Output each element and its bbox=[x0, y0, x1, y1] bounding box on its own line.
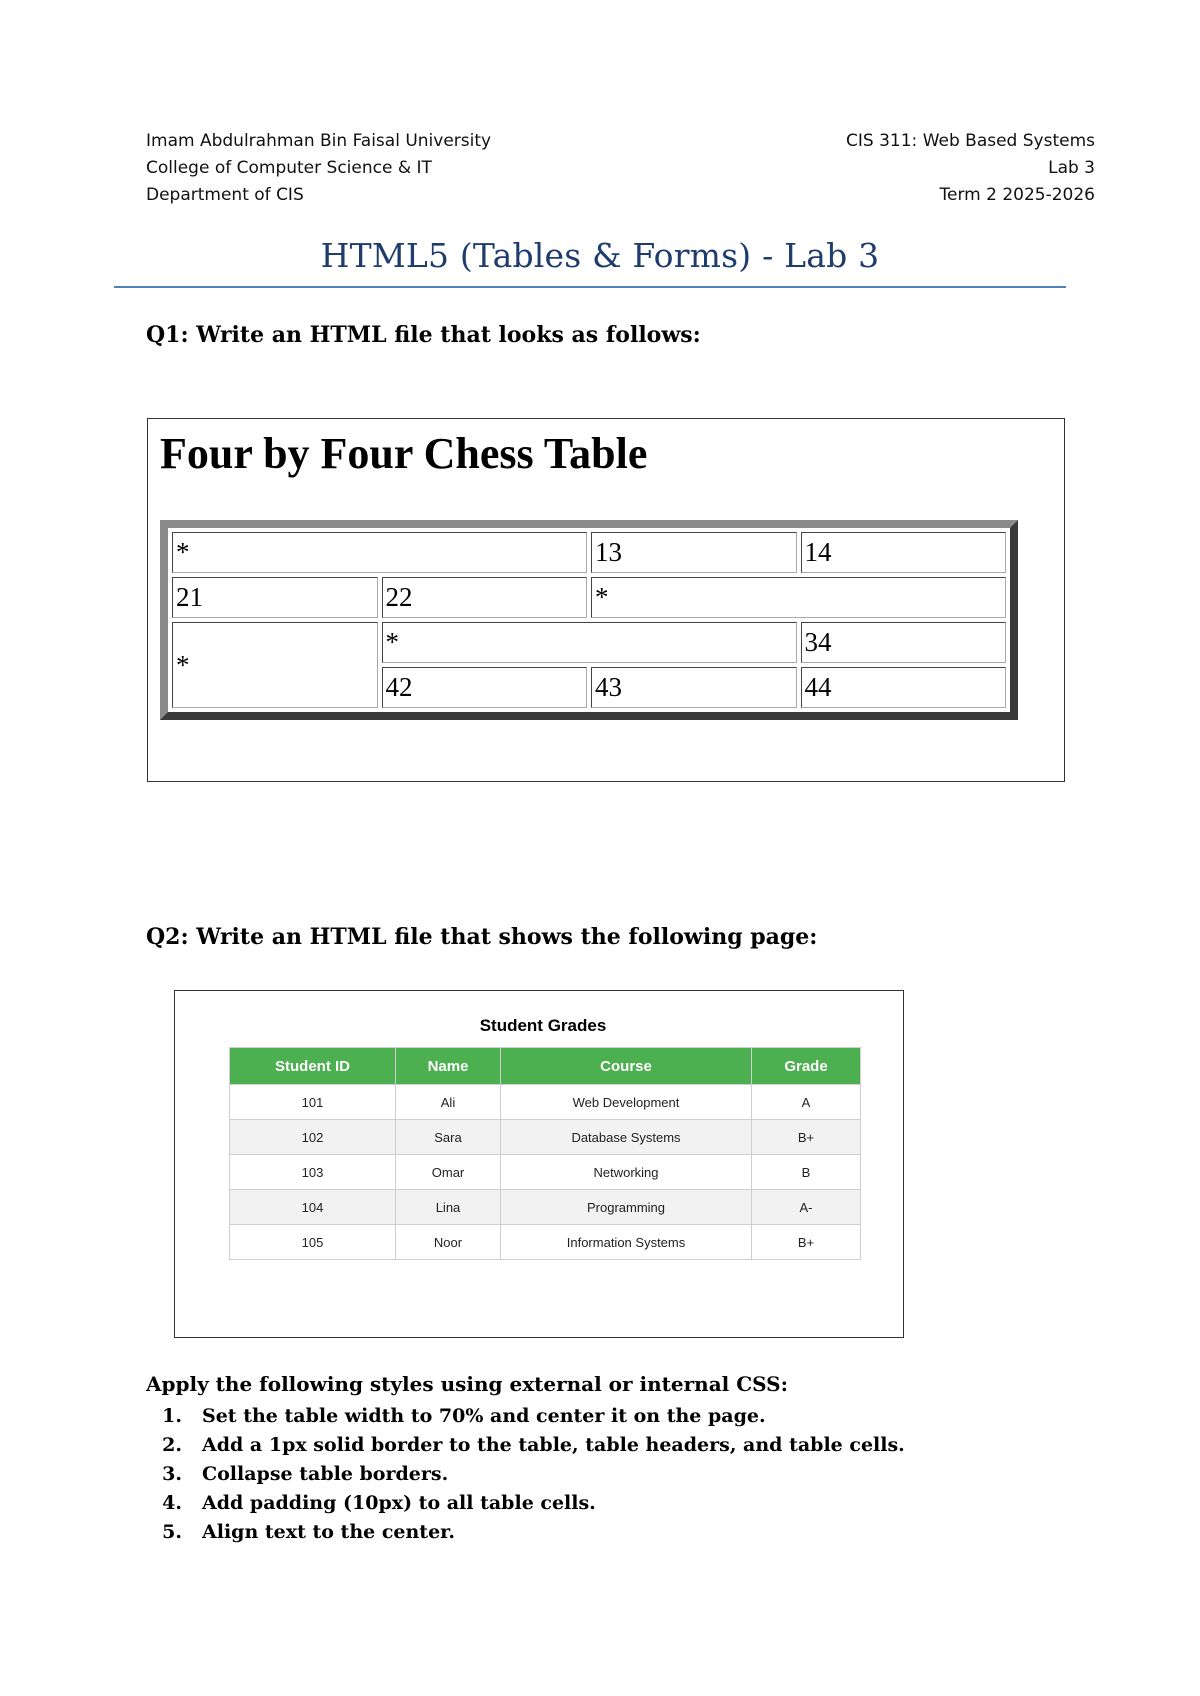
question-1: Q1: Write an HTML file that looks as follows: bbox=[146, 322, 701, 348]
list-item-text: Align text to the center. bbox=[202, 1521, 456, 1543]
cell-name: Ali bbox=[396, 1085, 501, 1120]
college-name: College of Computer Science & IT bbox=[146, 158, 432, 178]
list-item-number: 2. bbox=[162, 1434, 182, 1456]
cell-student-id: 104 bbox=[230, 1190, 396, 1225]
grades-header-row bbox=[230, 1048, 861, 1085]
cell-student-id: 105 bbox=[230, 1225, 396, 1260]
cell-grade: B bbox=[752, 1155, 861, 1190]
chess-cell: * bbox=[172, 622, 378, 708]
column-header-name: Name bbox=[396, 1048, 501, 1085]
chess-cell: 34 bbox=[801, 622, 1007, 663]
header-right bbox=[846, 128, 1095, 209]
university-name: Imam Abdulrahman Bin Faisal University bbox=[146, 131, 492, 151]
cell-student-id: 103 bbox=[230, 1155, 396, 1190]
term: Term 2 2025-2026 bbox=[939, 185, 1095, 205]
cell-grade: A bbox=[752, 1085, 861, 1120]
instructions-list bbox=[146, 1402, 905, 1547]
chess-cell: 13 bbox=[591, 532, 797, 573]
list-item-text: Set the table width to 70% and center it on the page. bbox=[202, 1405, 766, 1427]
cell-course: Programming bbox=[501, 1190, 752, 1225]
list-item bbox=[146, 1489, 905, 1518]
grades-table-title: Student Grades bbox=[479, 1016, 607, 1035]
cell-name: Lina bbox=[396, 1190, 501, 1225]
list-item bbox=[146, 1460, 905, 1489]
cell-name: Noor bbox=[396, 1225, 501, 1260]
chess-table bbox=[160, 520, 1018, 720]
header-left bbox=[146, 128, 491, 209]
grades-table bbox=[229, 1047, 861, 1260]
course-name: CIS 311: Web Based Systems bbox=[846, 131, 1095, 151]
list-item-number: 5. bbox=[162, 1521, 182, 1543]
list-item-text: Add padding (10px) to all table cells. bbox=[202, 1492, 596, 1514]
cell-name: Omar bbox=[396, 1155, 501, 1190]
chess-cell: * bbox=[591, 577, 1006, 618]
list-item-number: 3. bbox=[162, 1463, 182, 1485]
column-header-course: Course bbox=[501, 1048, 752, 1085]
chess-cell: * bbox=[172, 532, 587, 573]
column-header-grade: Grade bbox=[752, 1048, 861, 1085]
list-item bbox=[146, 1518, 905, 1547]
chess-cell: 43 bbox=[591, 667, 797, 708]
chess-table-grid bbox=[168, 528, 1010, 712]
column-header-student-id: Student ID bbox=[230, 1048, 396, 1085]
chess-cell: 44 bbox=[801, 667, 1007, 708]
cell-name: Sara bbox=[396, 1120, 501, 1155]
table-row bbox=[230, 1085, 861, 1120]
cell-course: Web Development bbox=[501, 1085, 752, 1120]
chess-cell: * bbox=[382, 622, 797, 663]
list-item-text: Add a 1px solid border to the table, table headers, and table cells. bbox=[202, 1434, 905, 1456]
list-item bbox=[146, 1402, 905, 1431]
document-title: HTML5 (Tables & Forms) - Lab 3 bbox=[320, 236, 880, 275]
list-item-text: Collapse table borders. bbox=[202, 1463, 449, 1485]
cell-grade: A- bbox=[752, 1190, 861, 1225]
question-2: Q2: Write an HTML file that shows the following page: bbox=[146, 924, 818, 950]
chess-row-3 bbox=[172, 622, 1006, 663]
list-item-number: 1. bbox=[162, 1405, 182, 1427]
cell-course: Networking bbox=[501, 1155, 752, 1190]
instructions-intro: Apply the following styles using external or internal CSS: bbox=[146, 1372, 788, 1396]
table-row bbox=[230, 1120, 861, 1155]
department-name: Department of CIS bbox=[146, 185, 304, 205]
chess-row-2 bbox=[172, 577, 1006, 618]
chess-cell: 14 bbox=[801, 532, 1007, 573]
table-row bbox=[230, 1190, 861, 1225]
chess-table-heading: Four by Four Chess Table bbox=[160, 429, 648, 478]
list-item bbox=[146, 1431, 905, 1460]
cell-student-id: 101 bbox=[230, 1085, 396, 1120]
cell-student-id: 102 bbox=[230, 1120, 396, 1155]
title-divider bbox=[114, 286, 1066, 288]
table-row bbox=[230, 1225, 861, 1260]
cell-course: Database Systems bbox=[501, 1120, 752, 1155]
chess-cell: 22 bbox=[382, 577, 588, 618]
table-row bbox=[230, 1155, 861, 1190]
list-item-number: 4. bbox=[162, 1492, 182, 1514]
cell-grade: B+ bbox=[752, 1120, 861, 1155]
chess-cell: 42 bbox=[382, 667, 588, 708]
lab-number: Lab 3 bbox=[1048, 158, 1095, 178]
cell-course: Information Systems bbox=[501, 1225, 752, 1260]
chess-cell: 21 bbox=[172, 577, 378, 618]
chess-row-1 bbox=[172, 532, 1006, 573]
cell-grade: B+ bbox=[752, 1225, 861, 1260]
